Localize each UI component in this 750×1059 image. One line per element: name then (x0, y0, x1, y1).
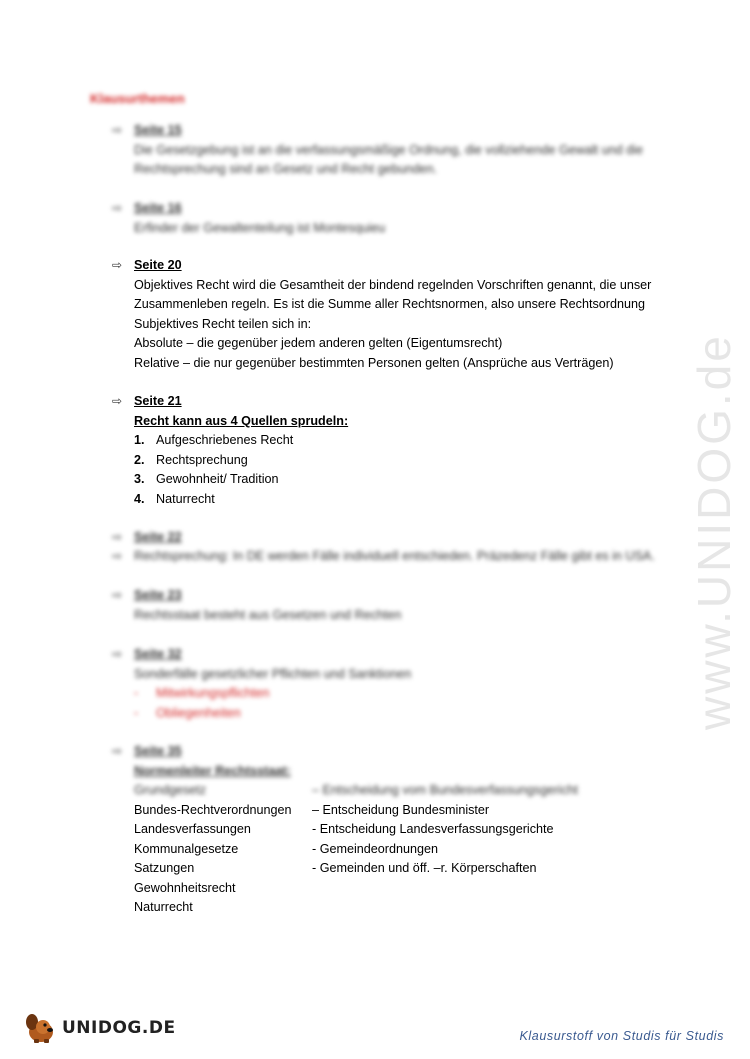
norm-ladder-table (134, 781, 578, 918)
table-cell (312, 879, 578, 899)
section-line: Subjektives Recht teilen sich in: (134, 316, 312, 331)
section-line: Relative – die nur gegenüber bestimmten Personen gelten (Ansprüche aus Verträgen) (134, 355, 614, 370)
arrow-right-icon: ⇨ (112, 549, 123, 563)
list-item (134, 431, 672, 451)
section-heading: Seite 21 (134, 394, 182, 408)
obligations-list (134, 684, 672, 723)
footer-logo (24, 1012, 176, 1044)
section-heading: Seite 15 (134, 123, 182, 137)
section-heading: Seite 22 (134, 530, 182, 544)
list-text: Rechtsprechung (156, 452, 248, 467)
section-seite-23 (112, 586, 672, 625)
section-seite-21 (112, 392, 672, 509)
table-cell (312, 898, 578, 918)
table-cell: Bundes-Rechtverordnungen (134, 802, 292, 817)
table-cell: - Gemeinden und öff. –r. Körperschaften (312, 861, 537, 875)
section-heading: Seite 35 (134, 744, 182, 758)
list-text: Mitwirkungspflichten (156, 686, 270, 700)
table-row (134, 898, 578, 918)
list-text: Naturrecht (156, 491, 215, 506)
table-cell: - Entscheidung Landesverfassungsgerichte (312, 822, 554, 836)
section-seite-16 (112, 199, 672, 238)
list-item (134, 684, 672, 704)
arrow-right-icon: ⇨ (112, 744, 123, 758)
list-item (134, 470, 672, 490)
table-row (134, 879, 578, 899)
logo-text: UNIDOG.DE (62, 1018, 176, 1038)
dog-icon (24, 1012, 58, 1044)
section-line: Erfinder der Gewaltenteilung ist Montesquieu (134, 220, 386, 235)
table-cell: – Entscheidung vom Bundesverfassungsgericht (312, 783, 579, 797)
section-line: Die Gesetzgebung ist an die verfassungsmäßige Ordnung, die vollziehende Gewalt und die (134, 142, 643, 157)
section-heading: Seite 16 (134, 201, 182, 215)
list-number: 2. (134, 452, 145, 467)
section-seite-35 (112, 742, 672, 918)
watermark-text: www.UNIDOG.de (688, 333, 740, 730)
table-cell: Grundgesetz (134, 783, 207, 797)
list-dash: - (134, 686, 139, 700)
section-line: Rechtsprechung sind an Gesetz und Recht gebunden. (134, 162, 438, 176)
section-line: Absolute – die gegenüber jedem anderen gelten (Eigentumsrecht) (134, 336, 503, 350)
section-line: Sonderfälle gesetzlicher Pflichten und Sanktionen (134, 666, 412, 681)
arrow-right-icon: ⇨ (112, 394, 123, 408)
section-line: Rechtsstaat besteht aus Gesetzen und Rechten (134, 607, 402, 622)
table-cell: - Gemeindeordnungen (312, 841, 439, 856)
section-line: Objektives Recht wird die Gesamtheit der bindend regelnden Vorschriften genannt, die unser (134, 277, 652, 292)
document-title: Klausurthemen (90, 91, 185, 106)
table-cell: Landesverfassungen (134, 822, 251, 836)
section-seite-20 (112, 256, 672, 373)
arrow-right-icon: ⇨ (112, 201, 123, 215)
section-seite-22-text (112, 547, 672, 567)
list-text: Gewohnheit/ Tradition (156, 472, 279, 486)
arrow-right-icon: ⇨ (112, 258, 123, 272)
table-row (134, 840, 578, 860)
list-item (134, 490, 672, 510)
section-heading: Seite 32 (134, 647, 182, 661)
section-seite-22 (112, 528, 672, 548)
watermark (640, 260, 750, 740)
table-row (134, 781, 578, 801)
table-cell: – Entscheidung Bundesminister (312, 802, 490, 817)
list-number: 1. (134, 433, 145, 447)
list-number: 4. (134, 491, 145, 506)
sources-list (134, 431, 672, 509)
list-item (134, 451, 672, 471)
arrow-right-icon: ⇨ (112, 530, 123, 544)
section-seite-15 (112, 121, 672, 180)
table-cell: Gewohnheitsrecht (134, 880, 236, 895)
arrow-right-icon: ⇨ (112, 588, 123, 602)
table-row (134, 820, 578, 840)
table-row (134, 859, 578, 879)
section-seite-32 (112, 645, 672, 723)
arrow-right-icon: ⇨ (112, 647, 123, 661)
table-row (134, 801, 578, 821)
list-text: Aufgeschriebenes Recht (156, 433, 294, 447)
table-cell: Naturrecht (134, 900, 193, 914)
list-item (134, 704, 672, 724)
table-cell: Satzungen (134, 861, 195, 875)
table-cell: Kommunalgesetze (134, 841, 239, 856)
footer-slogan: Klausurstoff von Studis für Studis (519, 1029, 724, 1043)
section-subheading: Recht kann aus 4 Quellen sprudeln: (134, 413, 349, 428)
section-subheading: Normenleiter Rechtsstaat: (134, 763, 291, 778)
arrow-right-icon: ⇨ (112, 123, 123, 137)
list-number: 3. (134, 472, 145, 486)
list-dash: - (134, 705, 139, 720)
section-line: Rechtsprechung: In DE werden Fälle individuell entschieden. Präzedenz Fälle gibt es in USA. (134, 549, 655, 563)
section-line: Zusammenleben regeln. Es ist die Summe aller Rechtsnormen, also unsere Rechtsordnung (134, 297, 645, 311)
section-heading: Seite 20 (134, 258, 182, 272)
section-heading: Seite 23 (134, 588, 182, 602)
list-text: Obliegenheiten (156, 705, 241, 720)
